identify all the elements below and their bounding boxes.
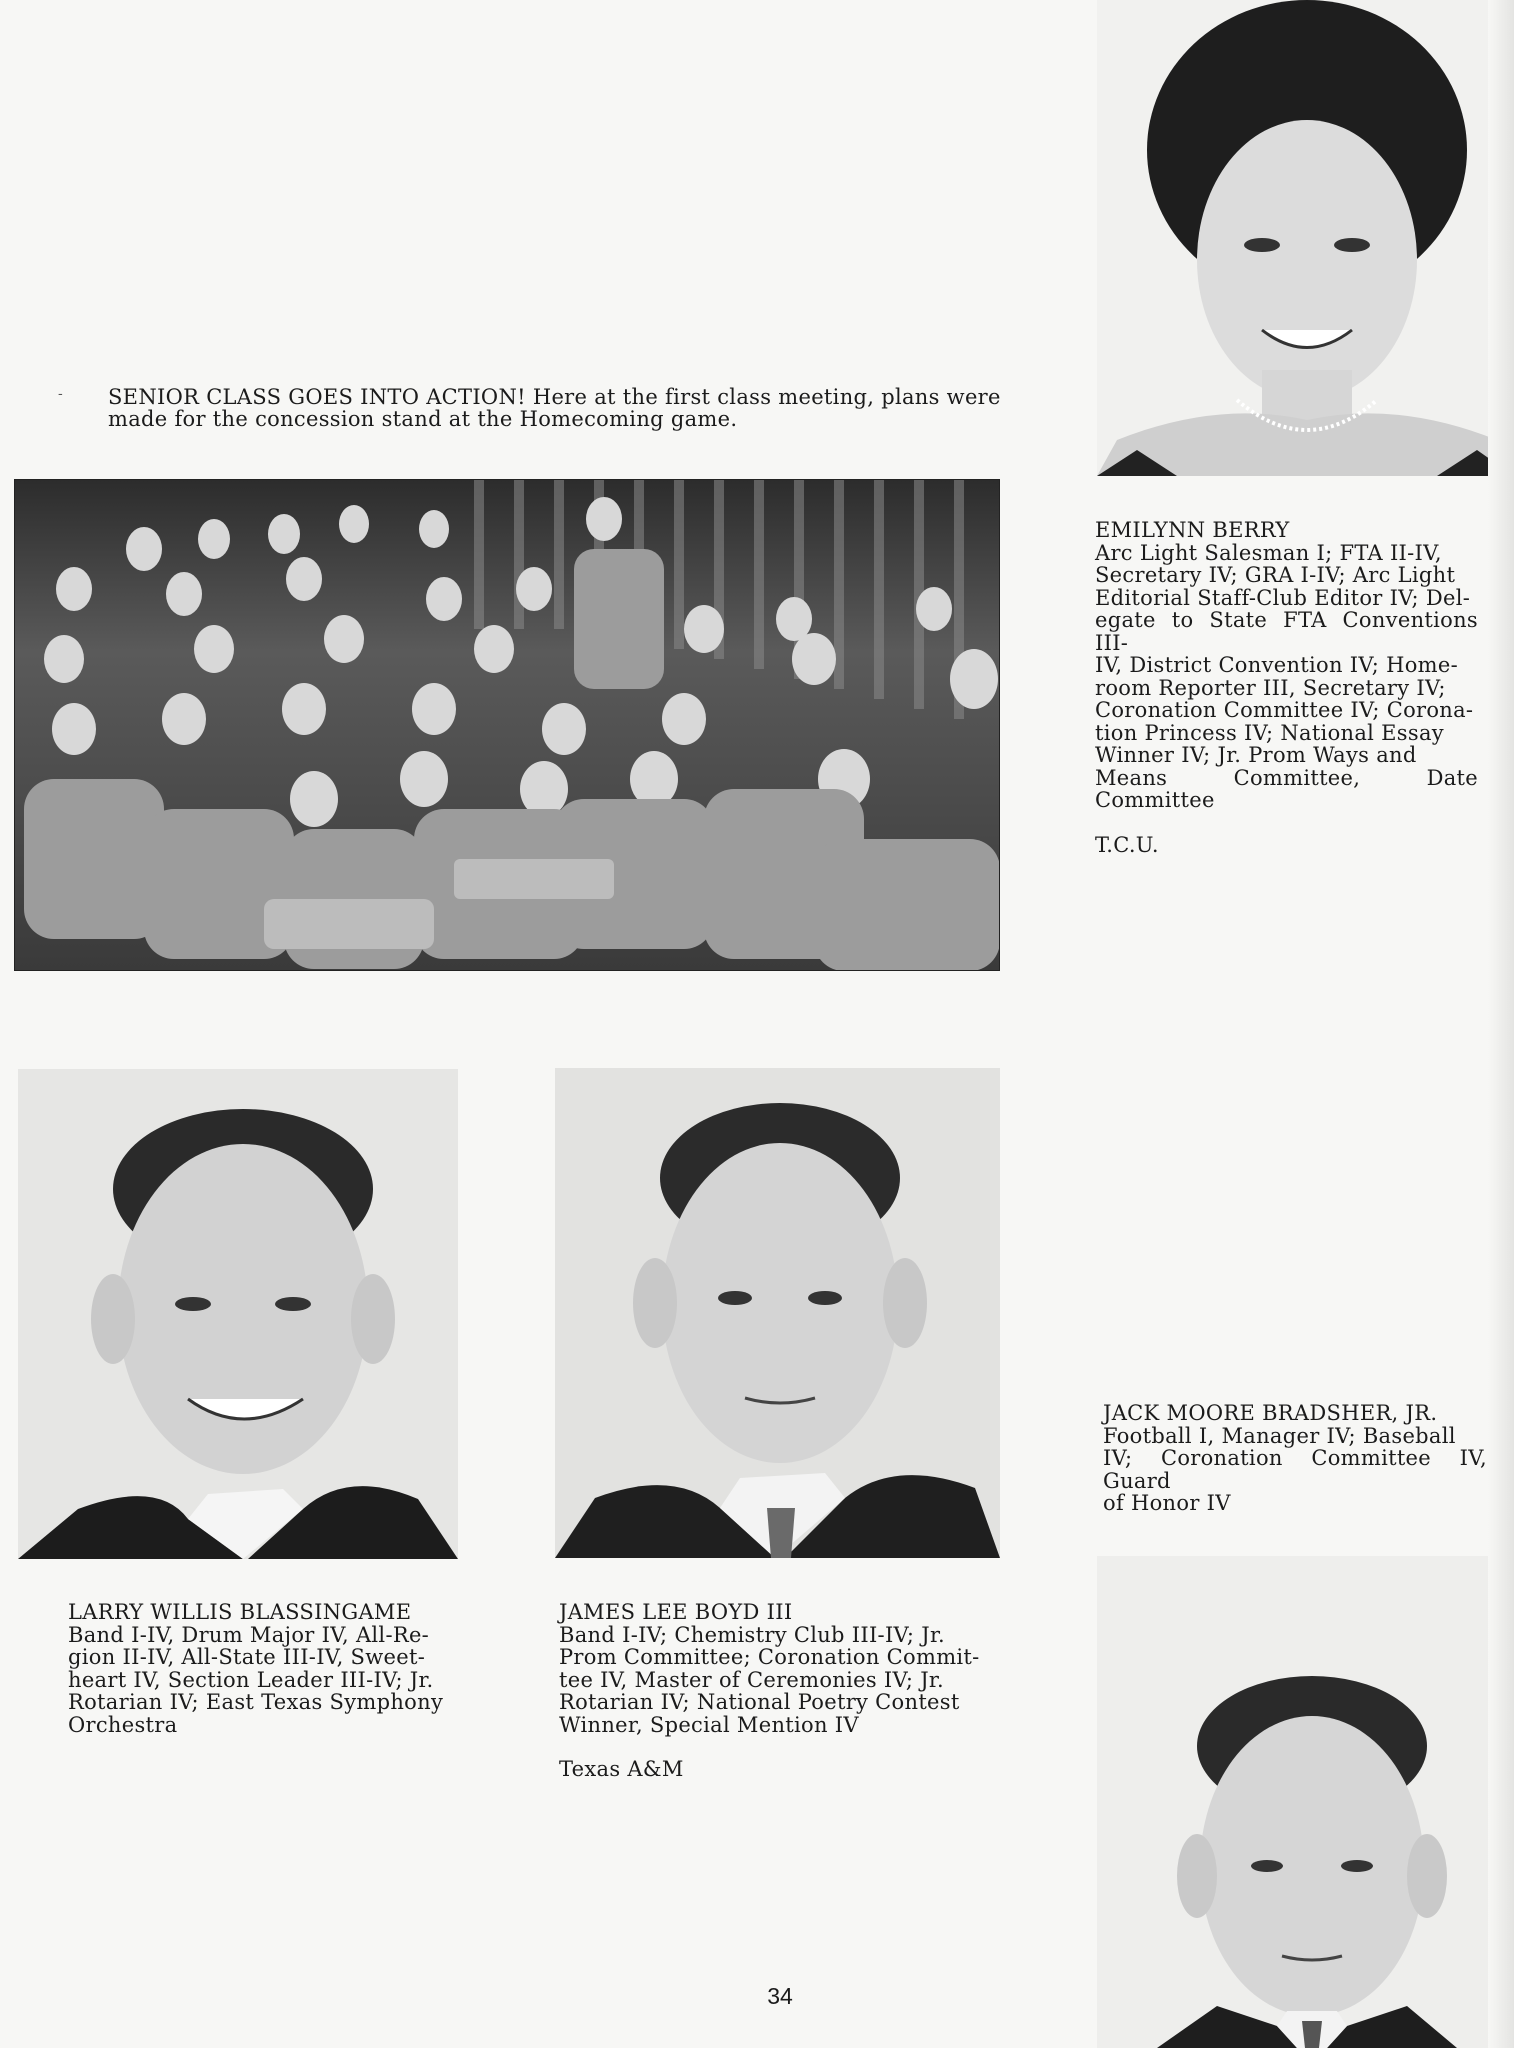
portrait-jack-moore-bradsher-jr bbox=[1097, 1556, 1514, 2048]
senior-activity-line: Secretary IV; GRA I-IV; Arc Light bbox=[1095, 563, 1456, 587]
senior-activity-line: Football I, Manager IV; Baseball bbox=[1103, 1423, 1456, 1448]
senior-activity-line: Editorial Staff-Club Editor IV; Del- bbox=[1095, 585, 1471, 610]
senior-block-jack-moore-bradsher bbox=[1103, 1402, 1487, 1515]
senior-name: EMILYNN BERRY bbox=[1095, 518, 1290, 542]
portrait-james-lee-boyd-iii bbox=[555, 1068, 1000, 1558]
senior-activity-line: gion II-IV, All-State III-IV, Sweet- bbox=[68, 1645, 426, 1669]
senior-activity-line: tion Princess IV; National Essay bbox=[1095, 720, 1444, 745]
group-photo-caption-text: SENIOR CLASS GOES INTO ACTION! Here at the first class meeting, plans were made for the concession stand at the Homecoming game. bbox=[108, 385, 1001, 431]
portrait-jack-moore-bradsher-jr-art bbox=[1097, 1556, 1514, 2048]
portrait-emilynn-berry-art bbox=[1097, 0, 1514, 476]
group-photo-senior-class-meeting bbox=[14, 479, 1000, 971]
senior-activity-line: Coronation Committee IV; Corona- bbox=[1095, 698, 1474, 722]
senior-name: JAMES LEE BOYD III bbox=[559, 1600, 793, 1624]
senior-activity-line: Orchestra bbox=[68, 1712, 178, 1737]
portrait-james-lee-boyd-iii-art bbox=[555, 1068, 1000, 1558]
portrait-larry-willis-blassingame bbox=[18, 1069, 458, 1559]
senior-activity-line: Winner IV; Jr. Prom Ways and bbox=[1095, 743, 1417, 767]
senior-activity-line: Band I-IV, Drum Major IV, All-Re- bbox=[68, 1622, 430, 1647]
senior-activity-line: of Honor IV bbox=[1103, 1491, 1231, 1515]
portrait-emilynn-berry bbox=[1097, 0, 1514, 476]
senior-activity-line: Rotarian IV; East Texas Symphony bbox=[68, 1690, 444, 1714]
senior-block-emilynn-berry bbox=[1095, 519, 1478, 856]
senior-name: JACK MOORE BRADSHER, JR. bbox=[1103, 1401, 1438, 1425]
senior-block-larry-willis-blassingame bbox=[68, 1601, 456, 1736]
senior-activity-line: egate to State FTA Conventions III- bbox=[1095, 608, 1478, 655]
group-photo-caption bbox=[108, 386, 1028, 430]
senior-activity-line: IV, District Convention IV; Home- bbox=[1095, 653, 1458, 677]
senior-activity-line: Means Committee, Date Committee bbox=[1095, 765, 1478, 812]
senior-activity-line: Prom Committee; Coronation Commit- bbox=[559, 1645, 980, 1669]
portrait-larry-willis-blassingame-art bbox=[18, 1069, 458, 1559]
senior-activity-line: Winner, Special Mention IV bbox=[559, 1712, 859, 1737]
senior-activity-line: IV; Coronation Committee IV, Guard bbox=[1103, 1446, 1487, 1493]
group-photo-art bbox=[14, 479, 1000, 971]
senior-activity-line: Rotarian IV; National Poetry Contest bbox=[559, 1690, 960, 1714]
senior-college: T.C.U. bbox=[1095, 832, 1159, 857]
page-number: 34 bbox=[767, 1983, 793, 2009]
senior-college: Texas A&M bbox=[559, 1757, 684, 1781]
senior-activity-line: heart IV, Section Leader III-IV; Jr. bbox=[68, 1667, 434, 1692]
senior-activity-line: tee IV, Master of Ceremonies IV; Jr. bbox=[559, 1667, 944, 1692]
senior-block-james-lee-boyd-iii bbox=[559, 1601, 986, 1781]
page-edge-shadow bbox=[1488, 0, 1514, 2048]
senior-activity-line: room Reporter III, Secretary IV; bbox=[1095, 675, 1446, 700]
caption-bullet: - bbox=[58, 386, 63, 402]
senior-activity-line: Band I-IV; Chemistry Club III-IV; Jr. bbox=[559, 1622, 945, 1647]
senior-activity-line: Arc Light Salesman I; FTA II-IV, bbox=[1095, 540, 1442, 565]
senior-name: LARRY WILLIS BLASSINGAME bbox=[68, 1600, 412, 1624]
